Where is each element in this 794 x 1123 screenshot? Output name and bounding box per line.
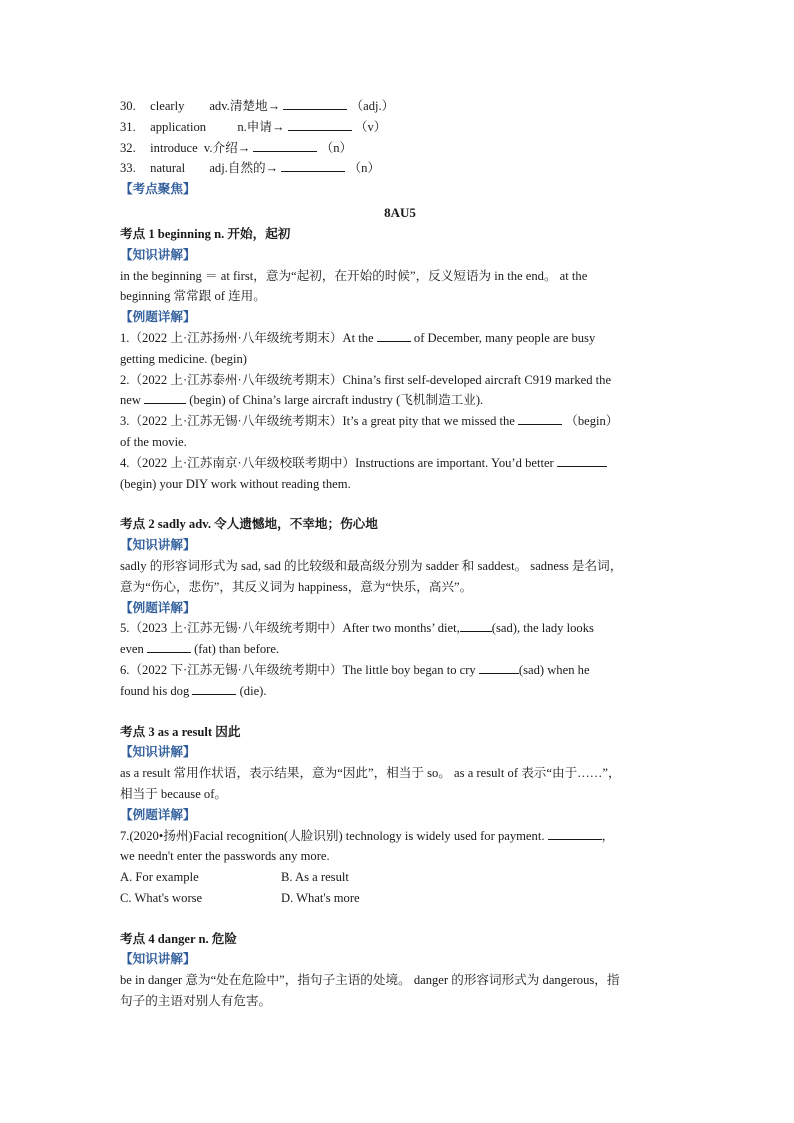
knowledge-heading: 【知识讲解】 bbox=[120, 538, 196, 553]
answer-blank[interactable] bbox=[281, 158, 345, 172]
item-number: 30. bbox=[120, 99, 136, 113]
keypoint-title: 考点 4 danger n. 危险 bbox=[120, 931, 237, 946]
examples-heading: 【例题详解】 bbox=[120, 310, 196, 325]
vocab-definition: adv.清楚地→ bbox=[209, 99, 281, 113]
question-text: (begin) your DIY work without reading them. bbox=[120, 476, 351, 491]
worksheet-page bbox=[120, 96, 680, 1012]
keypoint-title: 考点 3 as a result 因此 bbox=[120, 724, 241, 739]
question-text: 2.（2022 上·江苏泰州·八年级统考期末）China’s first self-developed aircraft C919 marked the bbox=[120, 372, 612, 387]
question-text: even bbox=[120, 642, 144, 657]
question-4 bbox=[120, 453, 680, 474]
question-5 bbox=[120, 618, 680, 639]
answer-blank[interactable] bbox=[548, 826, 602, 840]
question-text: we needn't enter the passwords any more. bbox=[120, 849, 330, 864]
explanation-text: beginning 常常跟 of 连用。 bbox=[120, 289, 266, 304]
option-d[interactable]: D. What's more bbox=[281, 890, 360, 905]
keypoint-title: 考点 1 beginning n. 开始，起初 bbox=[120, 226, 291, 241]
question-text: of the movie. bbox=[120, 434, 187, 449]
question-3 bbox=[120, 411, 680, 432]
explanation-text: sadly 的形容词形式为 sad, sad 的比较级和最高级分别为 sadder 和 saddest。 sadness 是名词， bbox=[120, 558, 623, 573]
vocab-item bbox=[120, 96, 680, 117]
vocab-item bbox=[120, 138, 680, 159]
answer-blank[interactable] bbox=[147, 639, 191, 653]
examples-heading: 【例题详解】 bbox=[120, 600, 196, 615]
question-text: (die). bbox=[239, 683, 267, 698]
question-text: new bbox=[120, 393, 141, 408]
answer-blank[interactable] bbox=[288, 117, 352, 131]
question-text: 7.(2020•扬州)Facial recognition(人脸识别) technology is widely used for payment. bbox=[120, 828, 545, 843]
question-2 bbox=[120, 390, 680, 411]
question-6 bbox=[120, 660, 680, 681]
option-a[interactable]: A. For example bbox=[120, 870, 199, 885]
answer-options bbox=[120, 888, 680, 909]
vocab-target-pos: （n） bbox=[320, 140, 353, 155]
vocab-item bbox=[120, 117, 680, 138]
keypoint-title: 考点 2 sadly adv. 令人遗憾地，不幸地；伤心地 bbox=[120, 517, 378, 532]
vocab-target-pos: （n） bbox=[348, 161, 381, 176]
answer-options bbox=[120, 867, 680, 888]
question-text: （begin） bbox=[565, 414, 619, 429]
answer-blank[interactable] bbox=[192, 681, 236, 695]
question-5-cont bbox=[120, 639, 680, 660]
vocab-target-pos: （adj.） bbox=[350, 99, 395, 113]
explanation-text: be in danger 意为“处在危险中”，指句子主语的处境。 danger 的形容词形式为 dangerous，指 bbox=[120, 973, 620, 988]
option-c[interactable]: C. What's worse bbox=[120, 890, 203, 905]
question-text: ， bbox=[601, 828, 615, 843]
explanation-text: 意为“伤心，悲伤”，其反义词为 happiness，意为“快乐，高兴”。 bbox=[120, 579, 473, 594]
item-number: 33. bbox=[120, 161, 136, 176]
vocab-word: clearly bbox=[150, 99, 185, 113]
knowledge-heading: 【知识讲解】 bbox=[120, 952, 196, 967]
vocab-word: natural bbox=[150, 161, 186, 176]
answer-blank[interactable] bbox=[377, 328, 411, 342]
focus-heading: 【考点聚焦】 bbox=[120, 182, 196, 197]
question-text: of December, many people are busy bbox=[413, 330, 596, 345]
vocab-definition: v.介绍→ bbox=[203, 140, 251, 155]
knowledge-heading: 【知识讲解】 bbox=[120, 745, 196, 760]
question-text: (fat) than before. bbox=[194, 642, 280, 657]
item-number: 32. bbox=[120, 140, 136, 155]
question-text: 4.（2022 上·江苏南京·八年级校联考期中）Instructions are important. You’d better bbox=[120, 455, 554, 470]
answer-blank[interactable] bbox=[144, 390, 186, 404]
answer-blank[interactable] bbox=[479, 660, 519, 674]
unit-title: 8AU5 bbox=[384, 204, 416, 220]
explanation-text: in the beginning ＝ at first，意为“起初，在开始的时候”，反义短语为 in the end。 at the bbox=[120, 268, 588, 283]
question-text: getting medicine. (begin) bbox=[120, 351, 247, 366]
vocab-word: application bbox=[150, 119, 207, 134]
question-text: (sad) when he bbox=[518, 662, 590, 677]
answer-blank[interactable] bbox=[557, 453, 607, 467]
question-text: 1.（2022 上·江苏扬州·八年级统考期末）At the bbox=[120, 330, 374, 345]
question-text: (begin) of China’s large aircraft industry (飞机制造工业). bbox=[189, 393, 484, 408]
question-text: 5.（2023 上·江苏无锡·八年级统考期中）After two months’ diet, bbox=[120, 621, 460, 636]
answer-blank[interactable] bbox=[253, 138, 317, 152]
vocab-target-pos: （v） bbox=[354, 119, 387, 134]
vocab-definition: adj.自然的→ bbox=[209, 161, 279, 176]
item-number: 31. bbox=[120, 119, 136, 134]
question-7 bbox=[120, 826, 680, 847]
vocab-definition: n.申请→ bbox=[237, 119, 285, 134]
question-1 bbox=[120, 328, 680, 349]
question-6-cont bbox=[120, 681, 680, 702]
knowledge-heading: 【知识讲解】 bbox=[120, 247, 196, 262]
vocab-item bbox=[120, 158, 680, 179]
explanation-text: 相当于 because of。 bbox=[120, 786, 228, 801]
question-text: found his dog bbox=[120, 683, 190, 698]
question-text: (sad), the lady looks bbox=[491, 621, 594, 636]
explanation-text: 句子的主语对别人有危害。 bbox=[120, 994, 272, 1009]
question-text: 6.（2022 下·江苏无锡·八年级统考期中）The little boy began to cry bbox=[120, 662, 476, 677]
explanation-text: as a result 常用作状语，表示结果，意为“因此”，相当于 so。 as a result of 表示“由于……”， bbox=[120, 766, 621, 781]
answer-blank[interactable] bbox=[518, 411, 562, 425]
examples-heading: 【例题详解】 bbox=[120, 807, 196, 822]
answer-blank[interactable] bbox=[460, 618, 492, 632]
answer-blank[interactable] bbox=[283, 96, 347, 110]
option-b[interactable]: B. As a result bbox=[281, 870, 349, 885]
question-text: 3.（2022 上·江苏无锡·八年级统考期末）It’s a great pity that we missed the bbox=[120, 414, 515, 429]
vocab-word: introduce bbox=[150, 140, 198, 155]
